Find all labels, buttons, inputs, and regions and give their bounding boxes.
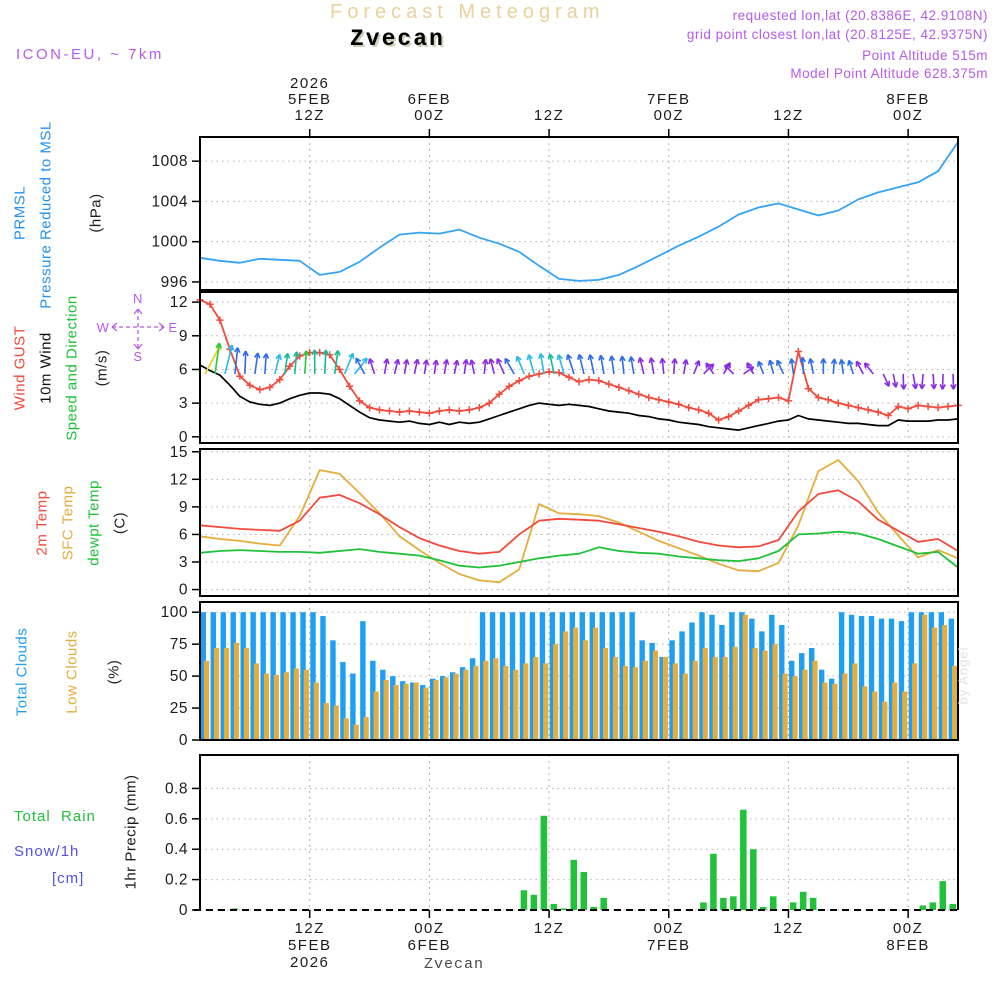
svg-text:8FEB: 8FEB [886, 937, 930, 954]
svg-text:5FEB: 5FEB [287, 91, 332, 108]
requested-coords: requested lon,lat (20.8386E, 42.9108N) [732, 8, 988, 23]
svg-text:12Z: 12Z [533, 920, 565, 937]
svg-text:E: E [168, 320, 178, 335]
svg-text:1004: 1004 [151, 193, 188, 211]
svg-text:N: N [133, 291, 143, 306]
clouds-panel [161, 602, 958, 749]
svg-text:3: 3 [178, 554, 188, 572]
svg-text:9: 9 [178, 327, 188, 345]
svg-text:6FEB: 6FEB [407, 937, 452, 954]
pressure-label-prmsl: PRMSL [11, 185, 29, 241]
svg-text:8FEB: 8FEB [886, 91, 930, 108]
precip-panel [165, 755, 958, 919]
svg-text:6: 6 [178, 361, 188, 379]
svg-text:6FEB: 6FEB [407, 91, 452, 108]
svg-text:100: 100 [160, 604, 188, 622]
wind-gust-label: Wind GUST [11, 325, 29, 411]
svg-text:0.8: 0.8 [164, 780, 188, 798]
svg-text:9: 9 [178, 498, 188, 516]
precip-snow-label: Snow/1h [14, 843, 80, 860]
svg-text:3: 3 [178, 395, 188, 413]
svg-text:996: 996 [160, 273, 188, 291]
svg-text:W: W [96, 320, 110, 335]
svg-text:1008: 1008 [151, 153, 188, 171]
precip-axis-label: 1hr Precip (mm) [122, 774, 140, 890]
svg-text:12Z: 12Z [294, 920, 325, 937]
svg-text:5FEB: 5FEB [287, 937, 332, 954]
svg-text:0: 0 [178, 902, 188, 919]
svg-text:00Z: 00Z [414, 920, 445, 937]
wind-unit: (m/s) [93, 349, 111, 387]
point-altitude: Point Altitude 515m [862, 48, 988, 63]
svg-text:0: 0 [178, 732, 188, 749]
svg-text:S: S [133, 349, 143, 364]
pressure-label-long: Pressure Reduced to MSL [37, 121, 55, 309]
svg-text:0.6: 0.6 [164, 810, 188, 828]
svg-text:2026: 2026 [290, 75, 330, 92]
svg-text:00Z: 00Z [892, 920, 924, 937]
pressure-unit: (hPa) [87, 193, 105, 233]
station-title: Zvecan [350, 26, 445, 52]
svg-text:15: 15 [169, 443, 188, 461]
svg-text:12Z: 12Z [773, 107, 804, 124]
model-name: ICON-EU, ~ 7km [16, 46, 164, 63]
precip-cm-label: [cm] [52, 870, 85, 887]
clouds-unit: (%) [105, 659, 123, 685]
model-point-altitude: Model Point Altitude 628.375m [790, 66, 988, 81]
temp-unit: (C) [111, 511, 129, 535]
wind-10m-label: 10m Wind [37, 332, 55, 404]
svg-text:2026: 2026 [290, 954, 330, 971]
svg-text:0: 0 [178, 581, 188, 599]
footer-station: Zvecan [424, 956, 485, 973]
svg-text:00Z: 00Z [892, 107, 924, 124]
grid-point-coords: grid point closest lon,lat (20.8125E, 42.9375N) [686, 27, 988, 42]
svg-text:00Z: 00Z [653, 107, 684, 124]
svg-text:7FEB: 7FEB [647, 91, 691, 108]
svg-text:0: 0 [178, 428, 188, 446]
temp-panel [170, 444, 958, 599]
pressure-panel [152, 137, 958, 291]
svg-text:0.2: 0.2 [164, 871, 188, 889]
watermark: by Angel [955, 646, 971, 705]
temp-dewpt-label: dewpt Temp [85, 480, 103, 566]
svg-text:00Z: 00Z [653, 920, 684, 937]
svg-text:75: 75 [169, 636, 188, 654]
svg-text:0.4: 0.4 [164, 841, 188, 859]
wind-speeddir-label: Speed and Direction [63, 295, 81, 441]
svg-text:50: 50 [169, 668, 188, 686]
svg-text:25: 25 [169, 700, 188, 718]
precip-rain-label: Total Rain [14, 808, 96, 825]
temp-sfc-label: SFC Temp [59, 485, 77, 561]
figure-title: Forecast Meteogram [330, 1, 605, 23]
svg-text:12Z: 12Z [533, 107, 565, 124]
svg-text:12Z: 12Z [294, 107, 325, 124]
svg-text:12Z: 12Z [773, 920, 804, 937]
clouds-low-label: Low Clouds [63, 630, 81, 714]
svg-text:1000: 1000 [151, 233, 188, 251]
temp-2m-label: 2m Temp [33, 490, 51, 556]
svg-text:12: 12 [169, 471, 188, 489]
wind-panel [170, 292, 962, 446]
svg-text:00Z: 00Z [414, 107, 445, 124]
clouds-total-label: Total Clouds [13, 627, 31, 717]
svg-text:7FEB: 7FEB [647, 937, 691, 954]
svg-text:6: 6 [178, 526, 188, 544]
svg-text:12: 12 [169, 294, 188, 312]
